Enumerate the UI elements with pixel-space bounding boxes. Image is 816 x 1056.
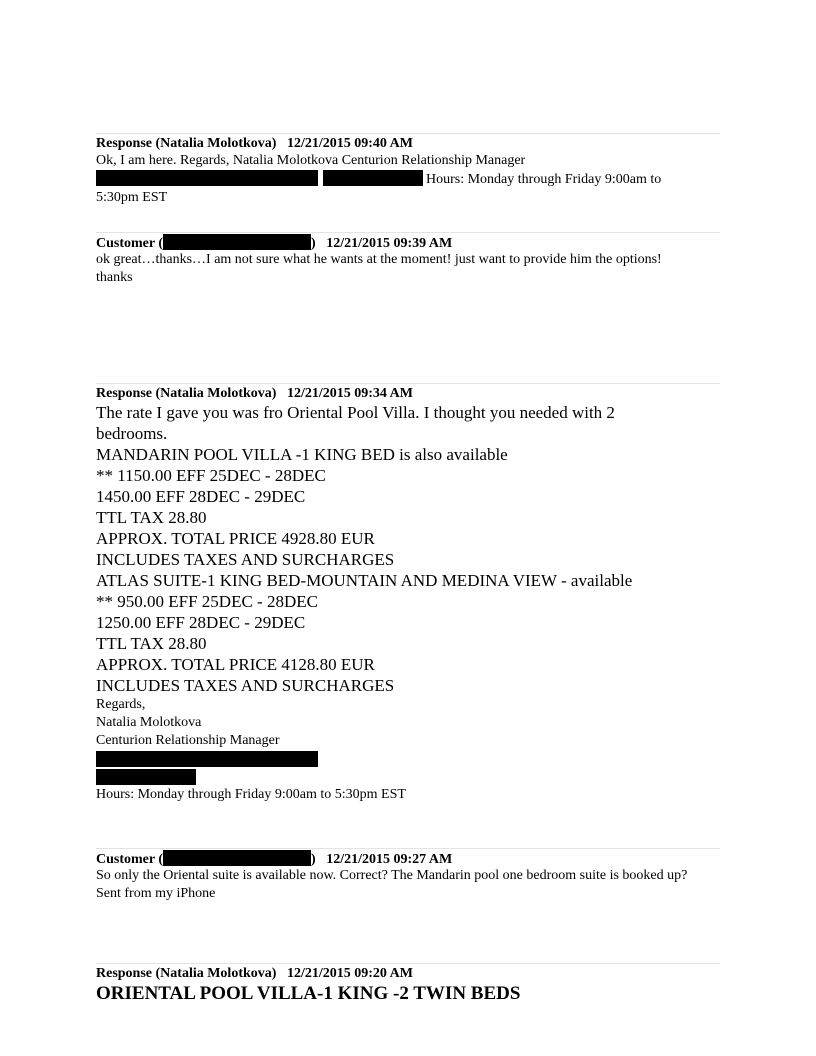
message-divider (96, 383, 720, 384)
signature-block (96, 696, 720, 750)
sender-label-suffix: ) (311, 852, 316, 867)
redaction-bar (163, 850, 311, 866)
message-divider (96, 963, 720, 964)
body-line: TTL TAX 28.80 (96, 508, 207, 527)
timestamp: 12/21/2015 09:20 AM (286, 966, 413, 981)
redaction-bar (163, 234, 311, 250)
sender-label: Response (Natalia Molotkova) (96, 386, 277, 401)
sender-label: Customer ( (96, 852, 164, 867)
sender-label: Response (Natalia Molotkova) (96, 136, 277, 151)
body-line: MANDARIN POOL VILLA -1 KING BED is also available (96, 445, 508, 464)
hours-text: Hours: Monday through Friday 9:00am to (426, 172, 662, 187)
body-line: bedrooms. (96, 424, 168, 443)
message-header (96, 234, 452, 252)
body-line: ATLAS SUITE-1 KING BED-MOUNTAIN AND MEDINA VIEW - available (96, 571, 633, 590)
message-header (96, 850, 452, 868)
body-line: APPROX. TOTAL PRICE 4928.80 EUR (96, 529, 375, 548)
body-line: ** 950.00 EFF 25DEC - 28DEC (96, 592, 318, 611)
redaction-bar (96, 170, 318, 186)
body-line: INCLUDES TAXES AND SURCHARGES (96, 550, 395, 569)
message-divider (96, 232, 720, 233)
body-line: INCLUDES TAXES AND SURCHARGES (96, 676, 395, 695)
body-line: ** 1150.00 EFF 25DEC - 28DEC (96, 466, 326, 485)
message-body (96, 402, 720, 696)
timestamp: 12/21/2015 09:39 AM (326, 236, 453, 251)
message-header (96, 965, 413, 982)
room-title: ORIENTAL POOL VILLA-1 KING -2 TWIN BEDS (96, 983, 521, 1004)
timestamp: 12/21/2015 09:34 AM (286, 386, 413, 401)
signoff-line: Natalia Molotkova (96, 715, 202, 730)
signoff-line: Regards, (96, 697, 146, 712)
body-line: The rate I gave you was fro Oriental Pool Villa. I thought you needed with 2 (96, 403, 615, 422)
timestamp: 12/21/2015 09:40 AM (286, 136, 413, 151)
timestamp: 12/21/2015 09:27 AM (326, 852, 453, 867)
body-line: 1250.00 EFF 28DEC - 29DEC (96, 613, 306, 632)
redaction-bar (96, 751, 318, 767)
message-divider (96, 848, 720, 849)
message-divider (96, 133, 720, 134)
redaction-bar (323, 170, 423, 186)
signoff-line: Centurion Relationship Manager (96, 733, 280, 748)
sender-label: Response (Natalia Molotkova) (96, 966, 277, 981)
redaction-bar (96, 769, 196, 785)
hours-line: Hours: Monday through Friday 9:00am to 5:30pm EST (96, 787, 406, 802)
message-body: ok great…thanks…I am not sure what he wants at the moment! just want to provide him the options! thanks (96, 252, 662, 285)
body-line: 1450.00 EFF 28DEC - 29DEC (96, 487, 306, 506)
body-line: APPROX. TOTAL PRICE 4128.80 EUR (96, 655, 375, 674)
body-line (96, 170, 720, 189)
message-header (96, 135, 413, 152)
message-body: So only the Oriental suite is available now. Correct? The Mandarin pool one bedroom suite is booked up? Sent from my iPhone (96, 868, 688, 901)
sender-label-suffix: ) (311, 236, 316, 251)
body-line: TTL TAX 28.80 (96, 634, 207, 653)
message-body (96, 152, 720, 207)
sender-label: Customer ( (96, 236, 164, 251)
body-line: 5:30pm EST (96, 190, 168, 205)
message-header (96, 385, 413, 402)
body-line: Ok, I am here. Regards, Natalia Molotkova Centurion Relationship Manager (96, 153, 526, 168)
